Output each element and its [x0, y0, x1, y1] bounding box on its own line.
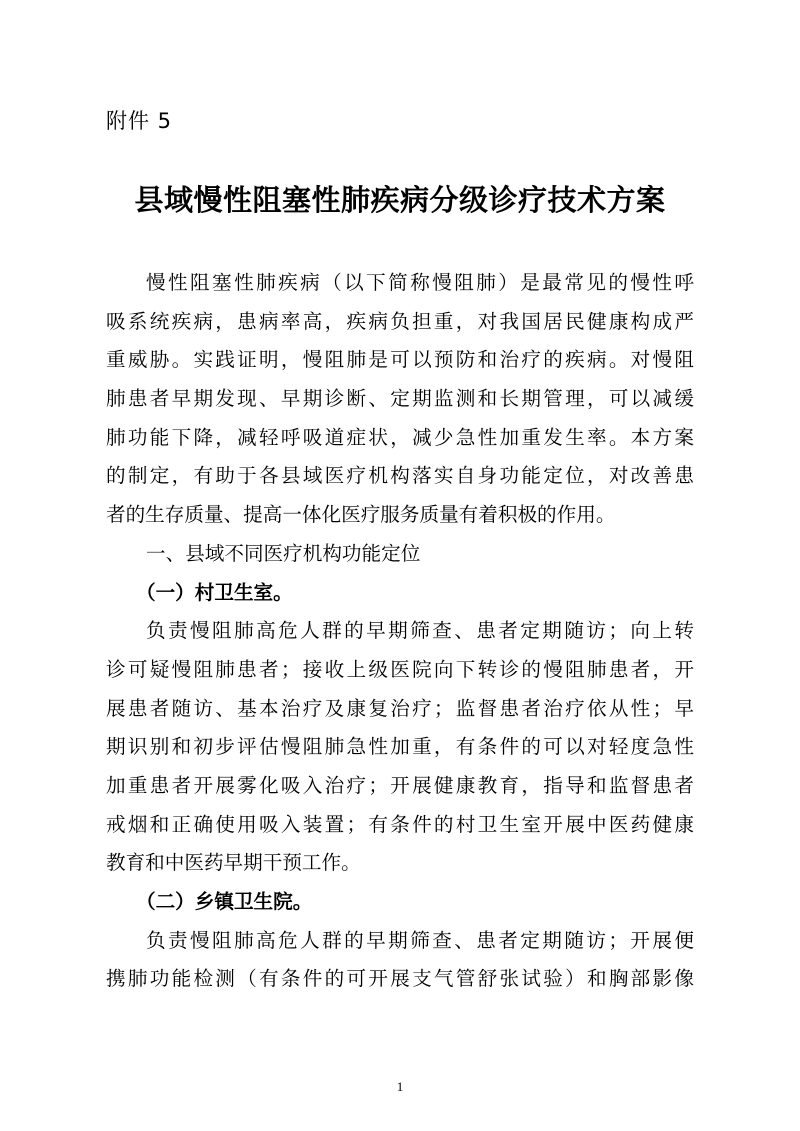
- text-line: 的制定，有助于各县域医疗机构落实自身功能定位，对改善患: [106, 464, 694, 488]
- attachment-label: 附件 5: [106, 109, 173, 133]
- text-line: 诊可疑慢阻肺患者；接收上级医院向下转诊的慢阻肺患者，开: [106, 657, 694, 681]
- text-line: 者的生存质量、提高一体化医疗服务质量有着积极的作用。: [106, 503, 616, 527]
- text-line: 慢性阻塞性肺疾病（以下简称慢阻肺）是最常见的慢性呼: [146, 271, 694, 294]
- text-line: 加重患者开展雾化吸入治疗；开展健康教育，指导和监督患者: [106, 773, 694, 797]
- text-line: 重威胁。实践证明，慢阻肺是可以预防和治疗的疾病。对慢阻: [106, 348, 694, 372]
- text-line: 戒烟和正确使用吸入装置；有条件的村卫生室开展中医药健康: [106, 812, 694, 836]
- page-number: 1: [396, 1079, 404, 1094]
- text-line: （二）乡镇卫生院。: [136, 890, 313, 913]
- text-line: 肺患者早期发现、早期诊断、定期监测和长期管理，可以减缓: [106, 387, 694, 411]
- text-line: 展患者随访、基本治疗及康复治疗；监督患者治疗依从性；早: [106, 696, 694, 720]
- document-title: 县域慢性阻塞性肺疾病分级诊疗技术方案: [134, 183, 666, 217]
- text-line: 一、县域不同医疗机构功能定位: [146, 541, 421, 565]
- text-line: 吸系统疾病，患病率高，疾病负担重，对我国居民健康构成严: [106, 309, 694, 333]
- text-line: 肺功能下降，减轻呼吸道症状，减少急性加重发生率。本方案: [106, 425, 694, 449]
- text-line: 负责慢阻肺高危人群的早期筛查、患者定期随访；开展便: [146, 928, 694, 952]
- text-line: 负责慢阻肺高危人群的早期筛查、患者定期随访；向上转: [146, 619, 694, 643]
- text-line: 期识别和初步评估慢阻肺急性加重，有条件的可以对轻度急性: [106, 735, 694, 759]
- text-line: 携肺功能检测（有条件的可开展支气管舒张试验）和胸部影像: [106, 967, 694, 991]
- text-line: （一）村卫生室。: [136, 580, 293, 604]
- text-line: 教育和中医药早期干预工作。: [106, 851, 361, 875]
- body-text: [106, 264, 694, 999]
